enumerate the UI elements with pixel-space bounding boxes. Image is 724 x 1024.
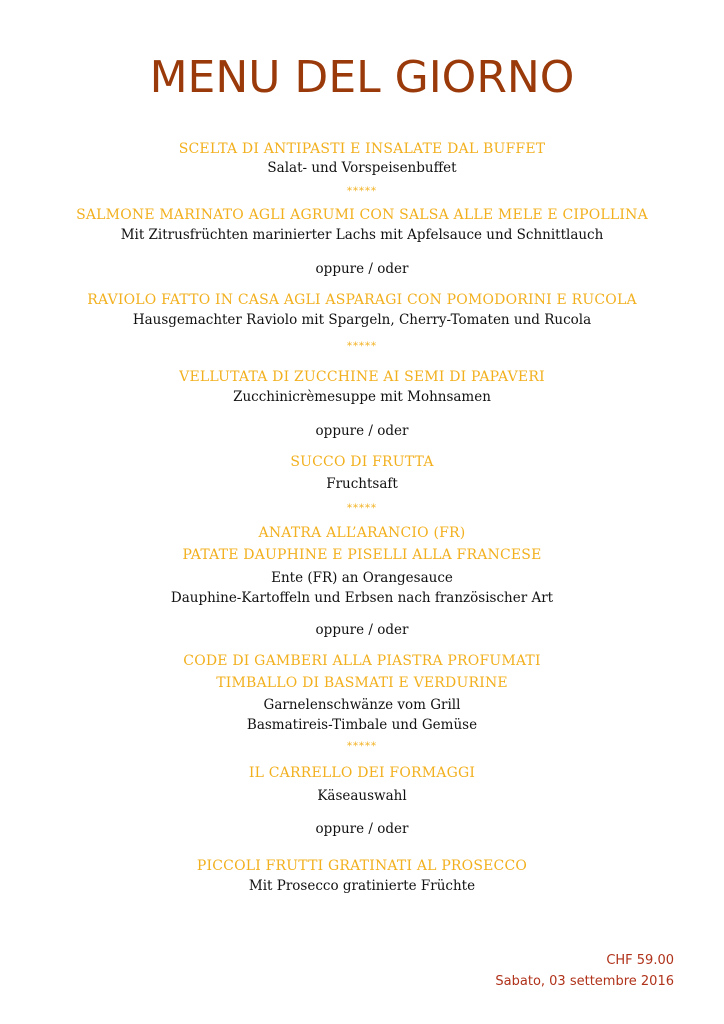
separator-stars: ***** <box>347 341 377 352</box>
course-gamberi-italian-2: TIMBALLO DI BASMATI E VERDURINE <box>216 675 508 691</box>
course-gamberi-italian-1: CODE DI GAMBERI ALLA PIASTRA PROFUMATI <box>183 653 541 669</box>
price: CHF 59.00 <box>606 953 674 968</box>
course-frutti-italian: PICCOLI FRUTTI GRATINATI AL PROSECCO <box>196 858 528 874</box>
separator-stars: ***** <box>347 741 377 752</box>
oppure-oder: oppure / oder <box>315 423 409 439</box>
course-raviolo-italian: RAVIOLO FATTO IN CASA AGLI ASPARAGI CON POMODORINI E RUCOLA <box>87 292 637 308</box>
course-anatra-german-2: Dauphine-Kartoffeln und Erbsen nach französischer Art <box>170 590 554 606</box>
course-formaggi-german: Käseauswahl <box>317 788 407 804</box>
course-antipasti-german: Salat- und Vorspeisenbuffet <box>267 160 457 176</box>
course-succo-german: Fruchtsaft <box>326 476 398 492</box>
course-succo-italian: SUCCO DI FRUTTA <box>290 454 434 470</box>
course-antipasti-italian: SCELTA DI ANTIPASTI E INSALATE DAL BUFFET <box>178 141 546 157</box>
oppure-oder: oppure / oder <box>315 821 409 837</box>
course-gamberi-german-2: Basmatireis-Timbale und Gemüse <box>246 717 478 733</box>
course-anatra-italian-2: PATATE DAUPHINE E PISELLI ALLA FRANCESE <box>182 547 542 563</box>
course-vellutata-german: Zucchinicrèmesuppe mit Mohnsamen <box>233 389 491 405</box>
course-anatra-german-1: Ente (FR) an Orangesauce <box>271 570 453 586</box>
course-anatra-italian-1: ANATRA ALL’ARANCIO (FR) <box>258 525 466 541</box>
course-vellutata-italian: VELLUTATA DI ZUCCHINE AI SEMI DI PAPAVERI <box>179 369 545 385</box>
oppure-oder: oppure / oder <box>315 622 409 638</box>
course-formaggi-italian: IL CARRELLO DEI FORMAGGI <box>248 765 476 781</box>
menu-date: Sabato, 03 settembre 2016 <box>495 974 674 989</box>
page-title: MENU DEL GIORNO <box>149 52 575 103</box>
course-raviolo-german: Hausgemachter Raviolo mit Spargeln, Cherry-Tomaten und Rucola <box>132 312 592 328</box>
course-salmone-italian: SALMONE MARINATO AGLI AGRUMI CON SALSA ALLE MELE E CIPOLLINA <box>76 207 648 223</box>
oppure-oder: oppure / oder <box>315 261 409 277</box>
course-gamberi-german-1: Garnelenschwänze vom Grill <box>263 697 461 713</box>
separator-stars: ***** <box>347 503 377 514</box>
course-salmone-german: Mit Zitrusfrüchten marinierter Lachs mit Apfelsauce und Schnittlauch <box>120 227 604 243</box>
course-frutti-german: Mit Prosecco gratinierte Früchte <box>248 878 476 894</box>
separator-stars: ***** <box>347 186 377 197</box>
